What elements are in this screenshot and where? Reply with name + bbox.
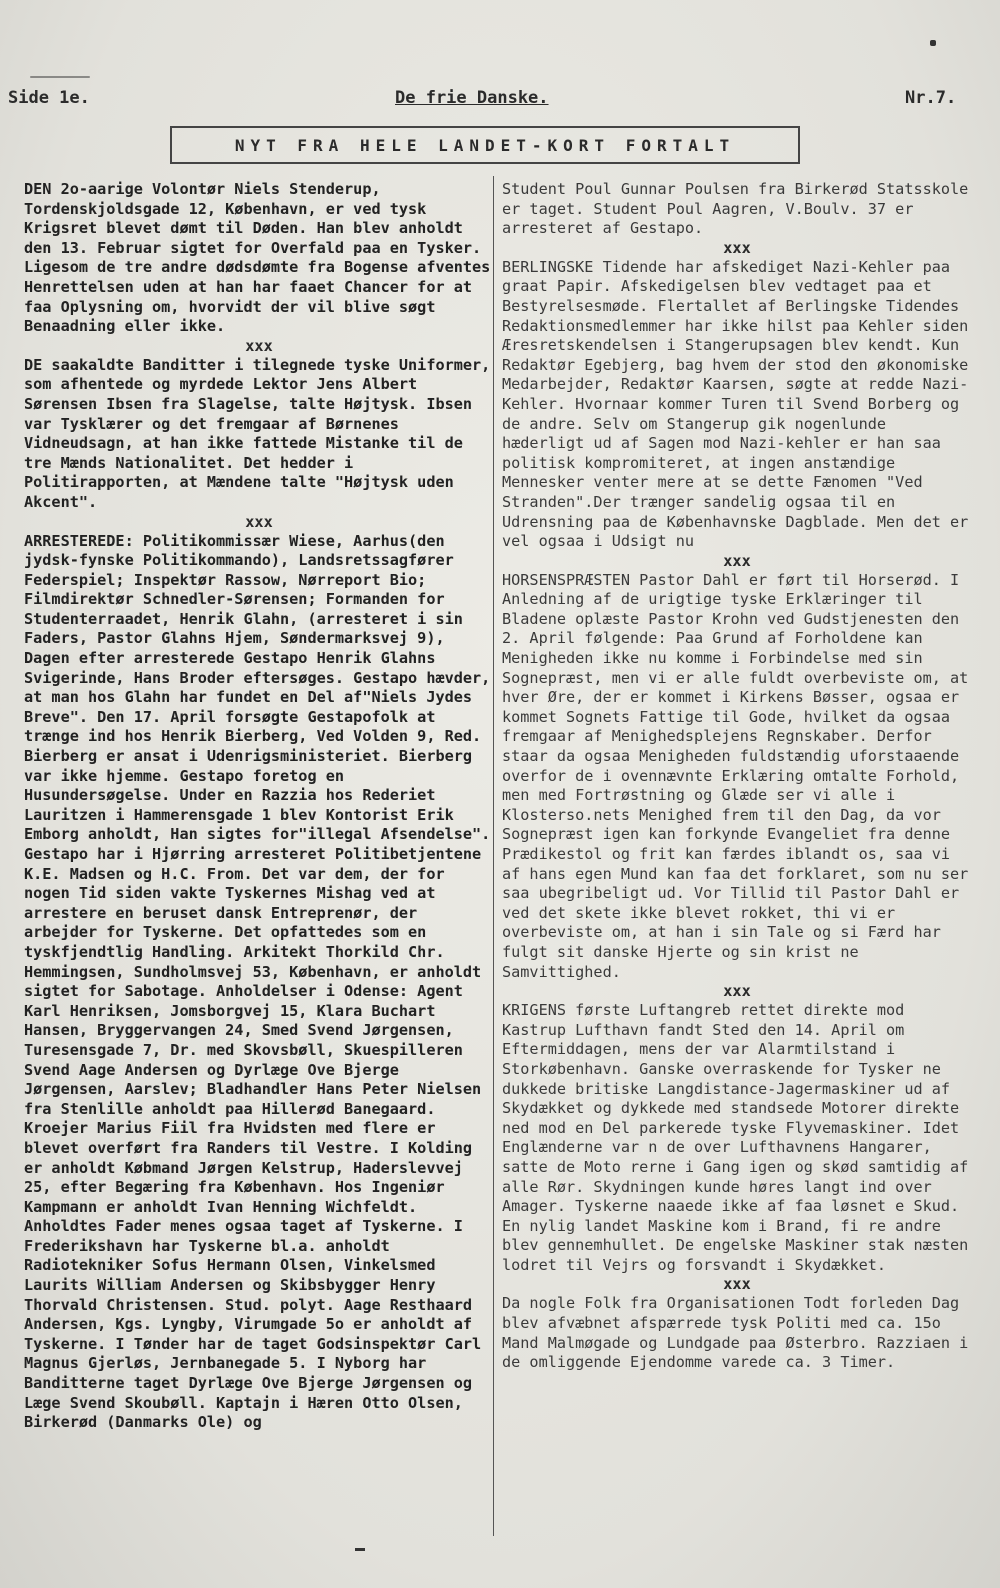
article-stenderup: DEN 2o-aarige Volontør Niels Stenderup, Tordenskjoldsgade 12, København, er ved tysk Krigsret blevet dømt til Døden. Han blev anholdt den 13. Februar sigtet for Overfald paa en Tysker. Ligesom de tre andre dødsdømte fra Bogense afventes Henrettelsen uden at han har faaet Chancer for at faa Oplysning om, hvorvidt der vil blive søgt Benaadning eller ikke. — [24, 180, 491, 336]
footer-mark — [355, 1548, 365, 1551]
article-organisation-todt: Da nogle Folk fra Organisationen Todt forleden Dag blev afvæbnet afspærrede tysk Politi med ca. 15o Mand Malmøgade og Lundgade paa Østerbro. Razziaen i de omliggende Ejendomme varede ca. 3 Timer. — [502, 1294, 969, 1372]
separator: xxx — [245, 336, 273, 355]
publication-title: De frie Danske. — [395, 88, 549, 108]
article-berlingske: BERLINGSKE Tidende har afskediget Nazi-Kehler paa graat Papir. Afskedigelsen blev vedtaget paa et Bestyrelsesmøde. Flertallet af Berlingske Tidendes Redaktionsmedlemmer har ikke hilst paa Kehler siden Æresretskendelsen i Stangerupsagen blev kendt. Kun Redaktør Egebjerg, bag hvem der stod den økonomiske Medarbejder, Redaktør Kaarsen, søgte at redde Nazi-Kehler. Hvornaar kommer Turen til Svend Borberg og de andre. Selv om Stangerup gik nogenlunde hæderligt ud af Sagen mod Nazi-kehler er han saa politisk kompromiteret, at ingen anstændige Mennesker venter mere at se dette Fænomen "Ved Stranden".Der trænger sandelig ogsaa til en Udrensning paa de Københavnske Dagblade. Men det er vel ogsaa i Udsigt nu — [502, 257, 969, 551]
issue-number: Nr.7. — [905, 88, 957, 108]
right-column — [502, 180, 972, 1373]
separator: xxx — [245, 512, 273, 531]
article-arresterede: ARRESTEREDE: Politikommissær Wiese, Aarhus(den jydsk-fynske Politikommando), Landsretssagfører Federspiel; Inspektør Rassow, Nørreport Bio; Filmdirektør Schnedler-Sørensen; Formanden for Studenterraadet, Henrik Glahn, (arresteret i sin Faders, Pastor Glahns Hjem, Søndermarksvej 9), Dagen efter arresterede Gestapo Henrik Glahns Svigerinde, Hans Broder eftersøges. Gestapo hævder, at man hos Glahn har fundet en Del af"Niels Jydes Breve". Den 17. April forsøgte Gestapofolk at trænge ind hos Henrik Bierberg, Ved Volden 9, Red. Bierberg er ansat i Udenrigsministeriet. Bierberg var ikke hjemme. Gestapo foretog en Husundersøgelse. Under en Razzia hos Rederiet Lauritzen i Hammerensgade 1 blev Kontorist Erik Emborg anholdt, Han sigtes for"illegal Afsendelse". Gestapo har i Hjørring arresteret Politibetjentene K.E. Madsen og H.C. From. Det var dem, der for nogen Tid siden vakte Tyskernes Mishag ved at arrestere en beruset dansk Entreprenør, der arbejder for Tyskerne. Det opfattedes som en tyskfjendtlig Handling. Arkitekt Thorkild Chr. Hemmingsen, Sundholmsvej 53, København, er anholdt sigtet for Sabotage. Anholdelser i Odense: Agent Karl Henriksen, Jomsborgvej 15, Klara Buchart Hansen, Bryggervangen 24, Smed Svend Jørgensen, Turesensgade 7, Dr. med Skovsbøll, Skuespilleren Svend Aage Andersen og Dyrlæge Ove Bjerge Jørgensen, Aarslev; Bladhandler Hans Peter Nielsen fra Stenlille anholdt paa Hillerød Banegaard. Kroejer Marius Fiil fra Hvidsten med flere er blevet overført fra Randers til Vestre. I Kolding er anholdt Købmand Jørgen Kelstrup, Haderslevvej 25, efter Begæring fra København. Hos Ingeniør Kampmann er anholdt Ivan Henning Wichfeldt. Anholdtes Fader menes ogsaa taget af Tyskerne. I Frederikshavn har Tyskerne bl.a. anholdt Radiotekniker Sofus Hermann Olsen, Vinkelsmed Laurits William Andersen og Skibsbygger Henry Thorvald Christensen. Stud. polyt. Aage Resthaard Andersen, Kgs. Lyngby, Virumgade 5o er anholdt af Tyskerne. I Tønder har de taget Godsinspektør Carl Magnus Gjerløs, Jernbanegade 5. I Nyborg har Banditterne taget Dyrlæge Ove Bjerge Jørgensen og Læge Svend Skoubøll. Kaptajn i Hæren Otto Olsen, Birkerød (Danmarks Ole) og — [24, 531, 491, 1432]
page-number: Side 1e. — [8, 88, 90, 108]
separator: xxx — [723, 982, 751, 1001]
article-student-poulsen: Student Poul Gunnar Poulsen fra Birkerød Statsskole er taget. Student Poul Aagren, V.Boulv. 37 er arresteret af Gestapo. — [502, 180, 969, 238]
separator: xxx — [723, 551, 751, 570]
article-banditter: DE saakaldte Banditter i tilegnede tyske Uniformer, som afhentede og myrdede Lektor Jens Albert Sørensen Ibsen fra Slagelse, talte Højtysk. Ibsen var Tysklærer og det fremgaar af Børnenes Vidneudsagn, at han ikke fattede Mistanke til de tre Mænds Nationalitet. Det hedder i Politirapporten, at Mændene talte "Højtysk uden Akcent". — [24, 355, 491, 511]
separator: xxx — [723, 238, 751, 257]
article-luftangreb: KRIGENS første Luftangreb rettet direkte mod Kastrup Lufthavn fandt Sted den 14. April om Eftermiddagen, mens der var Alarmtilstand i Storkøbenhavn. Ganske overraskende for Tysker ne dukkede britiske Langdistance-Jagermaskiner ud af Skydækket og dykkede med standsede Motorer direkte ned mod en Del parkerede tyske Flyvemaskiner. Idet Englænderne var n de over Lufthavnens Hangarer, satte de Moto rerne i Gang igen og skød samtidig af alle Rør. Skydningen kunde høres langt ind over Amager. Tyskerne naaede ikke af faa løsnet e Skud. En nylig landet Maskine kom i Brand, fi re andre blev gennemhullet. De engelske Maskiner stak næsten lodret til Vejrs og forsvandt i Skydækket. — [502, 1001, 969, 1274]
article-horsenspraesten: HORSENSPRÆSTEN Pastor Dahl er ført til Horserød. I Anledning af de urigtige tyske Erklæringer til Bladene oplæste Pastor Krohn ved Gudstjenesten den 2. April følgende: Paa Grund af Forholdene kan Menigheden ikke nu komme i Forbindelse med sin Sognepræst, men vi er alle fuldt overbeviste om, at hver Øre, der er kommet i Kirkens Bøsser, ogsaa er kommet Sognets Fattige til Gode, hvilket da ogsaa fremgaar af Menighedsplejens Regnskaber. Derfor staar da ogsaa Menigheden fuldstændig uforstaaende overfor de i ovennævnte Erklæring omtalte Forhold, men med Fortrøstning og Glæde ser vi alle i Klosterso.nets Menighed frem til den Dag, da vor Sognepræst igen kan forkynde Evangeliet fra denne Prædikestol og frit kan færdes iblandt os, saa vi af hans egen Mund kan faa det forklaret, som nu ser saa ubegribeligt ud. Vor Tillid til Pastor Dahl er ved det skete ikke blevet rokket, thi vi er overbeviste om, at han i sin Tale og si Færd har fulgt sit danske Hjerte og sin krist ne Samvittighed. — [502, 570, 969, 981]
section-banner: NYT FRA HELE LANDET-KORT FORTALT — [170, 126, 800, 164]
separator: xxx — [723, 1275, 751, 1294]
ink-smudge — [30, 76, 90, 78]
page-header — [0, 88, 1000, 118]
left-column — [24, 180, 494, 1433]
ink-spot — [930, 40, 936, 46]
